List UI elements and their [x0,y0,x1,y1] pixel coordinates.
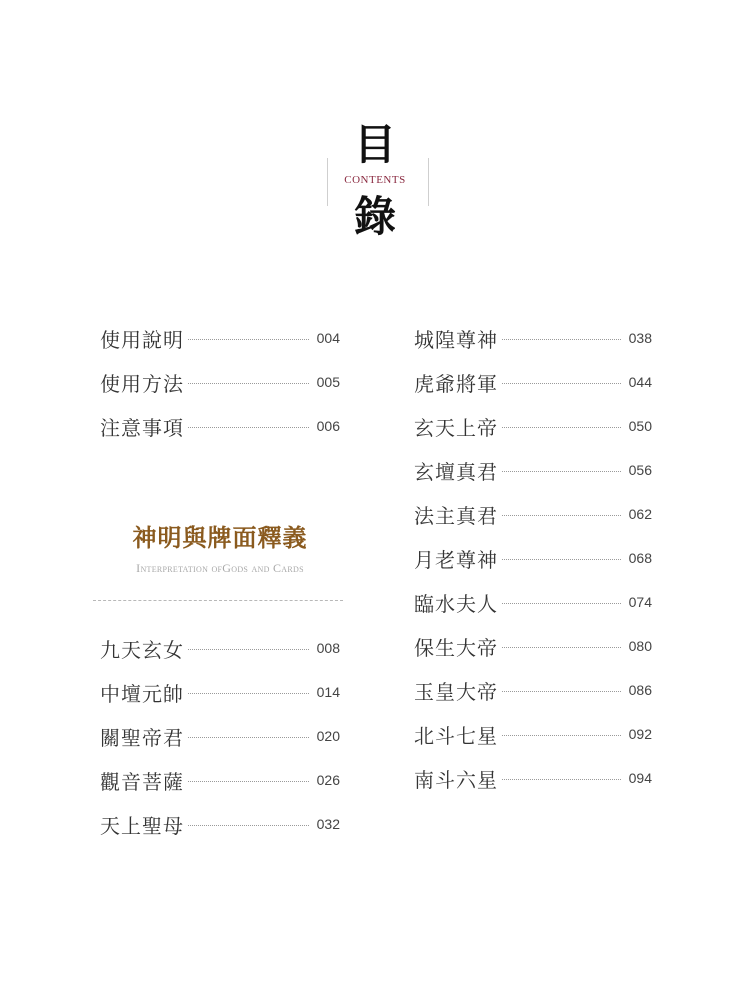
toc-entry[interactable] [100,677,340,707]
toc-entry[interactable] [414,455,652,485]
dot-leader [502,427,621,428]
toc-entry-page: 005 [316,374,340,390]
toc-entry[interactable] [414,631,652,661]
dot-leader [188,693,309,694]
toc-entry-title: 南斗六星 [414,767,498,792]
toc-entry[interactable] [100,323,340,353]
toc-entry-title: 關聖帝君 [100,725,184,750]
dot-leader [502,339,621,340]
toc-entry[interactable] [414,587,652,617]
toc-entry-page: 068 [628,550,652,566]
toc-entry-title: 使用說明 [100,327,184,352]
dot-leader [502,603,621,604]
toc-entry-page: 086 [628,682,652,698]
title-character-lu: 錄 [353,192,396,241]
dot-leader [188,737,309,738]
toc-entry-page: 062 [628,506,652,522]
toc-entry-title: 城隍尊神 [414,327,498,352]
toc-entry-page: 032 [316,816,340,832]
contents-label: CONTENTS [344,174,406,186]
dot-leader [188,781,309,782]
toc-entry-page: 020 [316,728,340,744]
dot-leader [502,515,621,516]
dashed-divider [93,600,343,601]
toc-entry-title: 玄天上帝 [414,415,498,440]
dot-leader [188,649,309,650]
toc-entry-title: 注意事項 [100,415,184,440]
toc-entry-title: 月老尊神 [414,547,498,572]
section-title: 神明與牌面釋義 [132,523,308,552]
dot-leader [502,471,621,472]
toc-entry-title: 天上聖母 [100,813,184,838]
dot-leader [188,825,309,826]
toc-entry-page: 080 [628,638,652,654]
toc-entry[interactable] [414,367,652,397]
toc-entry-page: 056 [628,462,652,478]
dot-leader [188,383,309,384]
toc-entry[interactable] [100,411,340,441]
toc-entry-page: 014 [316,684,340,700]
toc-entry-page: 044 [628,374,652,390]
toc-entry-title: 中壇元帥 [100,681,184,706]
toc-entry[interactable] [414,499,652,529]
toc-entry-page: 038 [628,330,652,346]
toc-entry[interactable] [414,763,652,793]
toc-entry-title: 觀音菩薩 [100,769,184,794]
dot-leader [502,647,621,648]
toc-entry-page: 074 [628,594,652,610]
title-character-mu: 目 [353,120,396,169]
toc-entry-page: 050 [628,418,652,434]
toc-entry-title: 保生大帝 [414,635,498,660]
toc-entry[interactable] [414,675,652,705]
toc-entry[interactable] [100,367,340,397]
dot-leader [502,735,621,736]
toc-entry-title: 玉皇大帝 [414,679,498,704]
toc-entry-page: 094 [628,770,652,786]
toc-entry-page: 092 [628,726,652,742]
toc-entry-title: 臨水夫人 [414,591,498,616]
toc-entry[interactable] [100,721,340,751]
toc-entry-title: 虎爺將軍 [414,371,498,396]
dot-leader [502,559,621,560]
toc-entry-title: 九天玄女 [100,637,184,662]
toc-entry[interactable] [100,633,340,663]
toc-entry-title: 北斗七星 [414,723,498,748]
toc-entry[interactable] [414,543,652,573]
toc-entry[interactable] [414,411,652,441]
toc-entry-title: 使用方法 [100,371,184,396]
toc-entry[interactable] [414,323,652,353]
dot-leader [188,339,309,340]
dot-leader [188,427,309,428]
toc-entry-title: 玄壇真君 [414,459,498,484]
toc-entry-page: 004 [316,330,340,346]
dot-leader [502,691,621,692]
toc-entry[interactable] [100,809,340,839]
section-subtitle: Interpretation ofGods and Cards [136,561,304,575]
dot-leader [502,383,621,384]
toc-entry-title: 法主真君 [414,503,498,528]
toc-entry[interactable] [414,719,652,749]
toc-entry[interactable] [100,765,340,795]
toc-entry-page: 008 [316,640,340,656]
dot-leader [502,779,621,780]
toc-entry-page: 026 [316,772,340,788]
toc-entry-page: 006 [316,418,340,434]
